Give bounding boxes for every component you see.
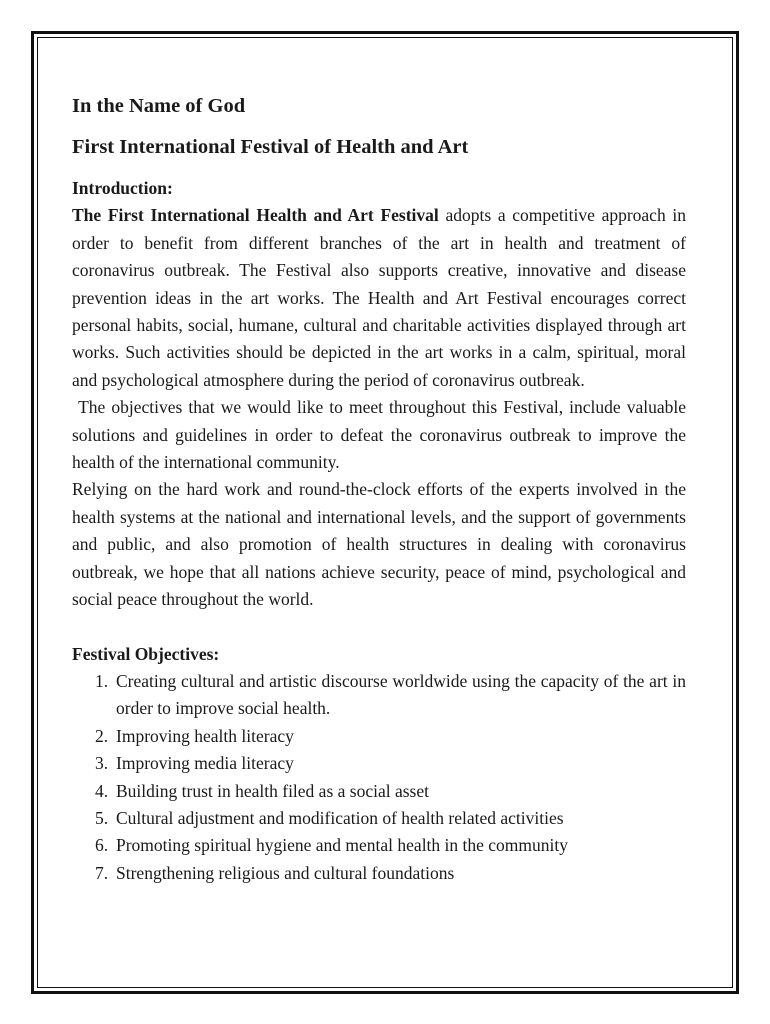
objective-number: 1. xyxy=(95,670,109,691)
festival-name-bold: The First International Health and Art Festival xyxy=(72,205,439,226)
objective-number: 3. xyxy=(95,753,109,774)
objective-number: 6. xyxy=(95,835,109,856)
objective-item xyxy=(72,805,686,832)
objective-text: Cultural adjustment and modification of health related activities xyxy=(116,807,564,828)
objective-number: 5. xyxy=(95,807,109,828)
objective-item xyxy=(72,750,686,777)
objective-text: Improving health literacy xyxy=(116,725,294,746)
introduction-paragraph-1 xyxy=(72,202,686,394)
objective-number: 7. xyxy=(95,862,109,883)
introduction-paragraph-1-text: adopts a competitive approach in order to benefit from different branches of the art in health and treatment of coronavirus outbreak. The Festival also supports creative, innovative and disease prevention ideas in the art works. The Health and Art Festival encourages correct personal habits, social, humane, cultural and charitable activities displayed through art works. Such activities should be depicted in the art works in a calm, spiritual, moral and psychological atmosphere during the period of coronavirus outbreak. xyxy=(72,205,687,390)
objective-text: Promoting spiritual hygiene and mental health in the community xyxy=(116,835,569,856)
objective-item xyxy=(72,778,686,805)
objective-item xyxy=(72,723,686,750)
introduction-label: Introduction: xyxy=(72,178,173,198)
objectives-list xyxy=(72,668,686,887)
objective-item xyxy=(72,860,686,887)
objective-text: Building trust in health filed as a social asset xyxy=(116,780,429,801)
document-body xyxy=(72,92,691,887)
objectives-label: Festival Objectives: xyxy=(72,643,220,664)
objective-text: Improving media literacy xyxy=(116,753,294,774)
objective-text: Creating cultural and artistic discourse worldwide using the capacity of the art in order to improve social health. xyxy=(116,670,686,719)
objective-number: 2. xyxy=(95,725,109,746)
objective-text: Strengthening religious and cultural foundations xyxy=(116,862,455,883)
objective-number: 4. xyxy=(95,780,109,801)
objective-item xyxy=(72,832,686,859)
invocation-heading: In the Name of God xyxy=(72,95,246,117)
introduction-paragraph-3: Relying on the hard work and round-the-clock efforts of the experts involved in the health systems at the national and international levels, and the support of governments and public, and also promotion of health structures in dealing with coronavirus outbreak, we hope that all nations achieve security, peace of mind, psychological and social peace throughout the world. xyxy=(72,479,686,610)
document-title: First International Festival of Health and Art xyxy=(72,136,469,158)
objective-item xyxy=(72,668,686,723)
introduction-paragraph-2: The objectives that we would like to meet throughout this Festival, include valuable solutions and guidelines in order to defeat the coronavirus outbreak to improve the health of the international community. xyxy=(72,397,691,473)
